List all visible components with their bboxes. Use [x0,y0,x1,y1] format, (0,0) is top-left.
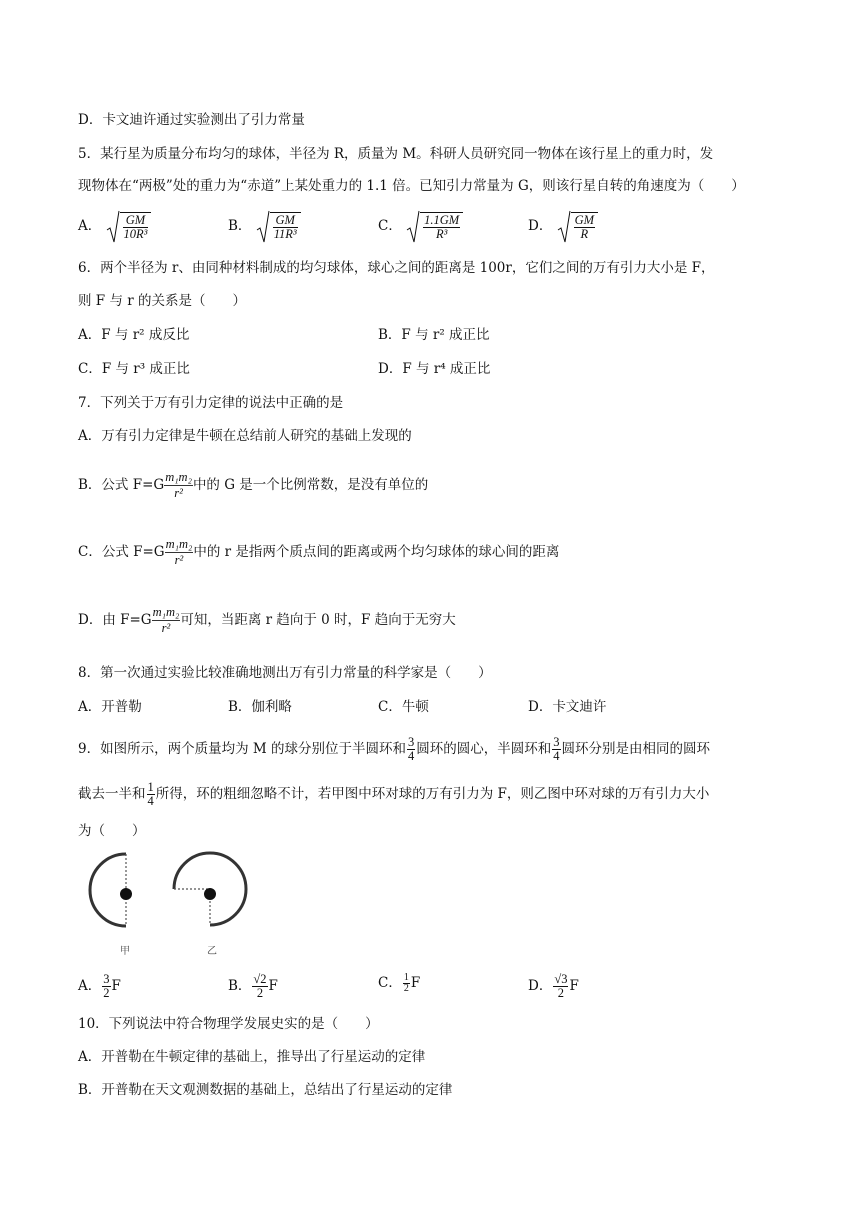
fraction-three-quarters: $\frac{3}{4}$ [408,735,415,763]
q4-option-d: D．卡文迪许通过实验测出了引力常量 [78,112,305,128]
q9-stem-line3: 为（ ） [78,823,146,839]
half-ring [90,854,126,926]
q5-option-d: D． $\frac{GM}{R}$ [528,212,598,241]
sqrt-symbol: $\frac{GM}{\text{11R³}}$ [256,212,301,241]
sqrt-symbol: $\frac{1.1GM}{\text{R³}}$ [406,212,463,241]
q9-stem-line1: 9．如图所示，两个质量均为 M 的球分别位于半圆环和 $\frac{3}{4}$ 圆环的圆心，半圆环和 $\frac{3}{4}$ 圆环分别是由相同的圆环 [78,735,710,763]
figure-jia [90,854,132,926]
mass-ball [204,888,216,900]
figure-label-yi: 乙 [207,946,217,957]
q9-option-d: D． $\frac{√3}{2}$ F [528,972,579,1000]
q8-stem: 8．第一次通过实验比较准确地测出万有引力常量的科学家是（ ） [78,665,492,681]
q6-stem-line1: 6．两个半径为 r、由同种材料制成的均匀球体，球心之间的距离是 100r，它们之间的万有引力大小是 F， [78,260,715,276]
formula-gravitation: $\frac{\text{m₁m₂}}{\text{r²}}$ [152,605,180,635]
q6-option-c: C．F 与 r³ 成正比 [78,361,190,377]
sqrt-symbol: $\frac{GM}{R}$ [557,212,598,241]
sqrt-symbol: $\frac{GM}{\text{10R³}}$ [106,212,152,241]
q7-option-c: C．公式 F=G $\frac{\text{m₁m₂}}{\text{r²}}$ 中的 r 是指两个质点间的距离或两个均匀球体的球心间的距离 [78,537,560,567]
q6-option-a: A．F 与 r² 成反比 [78,327,190,343]
figure-yi [174,853,246,925]
q9-option-b: B． $\frac{√2}{2}$ F [228,972,278,1000]
q9-figure [80,848,260,960]
q5-option-c: C． $\frac{1.1GM}{\text{R³}}$ [378,212,463,241]
q10-stem: 10．下列说法中符合物理学发展史实的是（ ） [78,1016,379,1032]
q6-option-b: B．F 与 r² 成正比 [378,327,490,343]
q8-option-b: B．伽利略 [228,699,292,715]
q5-option-b: B． $\frac{GM}{\text{11R³}}$ [228,212,301,241]
q9-option-a: A． $\frac{3}{2}$ F [78,972,121,1000]
q10-option-a: A．开普勒在牛顿定律的基础上，推导出了行星运动的定律 [78,1049,426,1065]
q8-option-d: D．卡文迪许 [528,699,607,715]
figure-label-jia: 甲 [120,946,130,957]
fraction-three-quarters: $\frac{3}{4}$ [553,735,560,763]
q7-option-d: D．由 F=G $\frac{\text{m₁m₂}}{\text{r²}}$ 可知，当距离 r 趋向于 0 时，F 趋向于无穷大 [78,605,456,635]
q8-option-a: A．开普勒 [78,699,142,715]
q6-option-d: D．F 与 r⁴ 成正比 [378,361,491,377]
q9-stem-line2: 截去一半和 $\frac{1}{4}$ 所得，环的粗细忽略不计，若甲图中环对球的万有引力为 F，则乙图中环对球的万有引力大小 [78,780,710,808]
q10-option-b: B．开普勒在天文观测数据的基础上，总结出了行星运动的定律 [78,1082,453,1098]
q8-option-c: C．牛顿 [378,699,429,715]
q5-stem-line2: 现物体在“两极”处的重力为“赤道”上某处重力的 1.1 倍。已知引力常量为 G，则该行星自转的角速度为（ ） [78,178,745,194]
fraction-one-quarter: $\frac{1}{4}$ [147,780,154,808]
formula-gravitation: $\frac{\text{m₁m₂}}{\text{r²}}$ [165,470,192,500]
q7-option-a: A．万有引力定律是牛顿在总结前人研究的基础上发现的 [78,428,412,444]
q7-option-b: B．公式 F=G $\frac{\text{m₁m₂}}{\text{r²}}$ 中的 G 是一个比例常数，是没有单位的 [78,470,429,500]
formula-gravitation: $\frac{\text{m₁m₂}}{\text{r²}}$ [165,537,193,567]
q5-stem-line1: 5．某行星为质量分布均匀的球体，半径为 R，质量为 M。科研人员研究同一物体在该行星上的重力时，发 [78,146,714,162]
q9-option-c: C． $\frac{1}{2}$ F [378,972,421,994]
q6-stem-line2: 则 F 与 r 的关系是（ ） [78,293,246,309]
q5-option-a: A． $\frac{GM}{\text{10R³}}$ [78,212,151,241]
mass-ball [120,888,132,900]
q7-stem: 7．下列关于万有引力定律的说法中正确的是 [78,395,344,411]
